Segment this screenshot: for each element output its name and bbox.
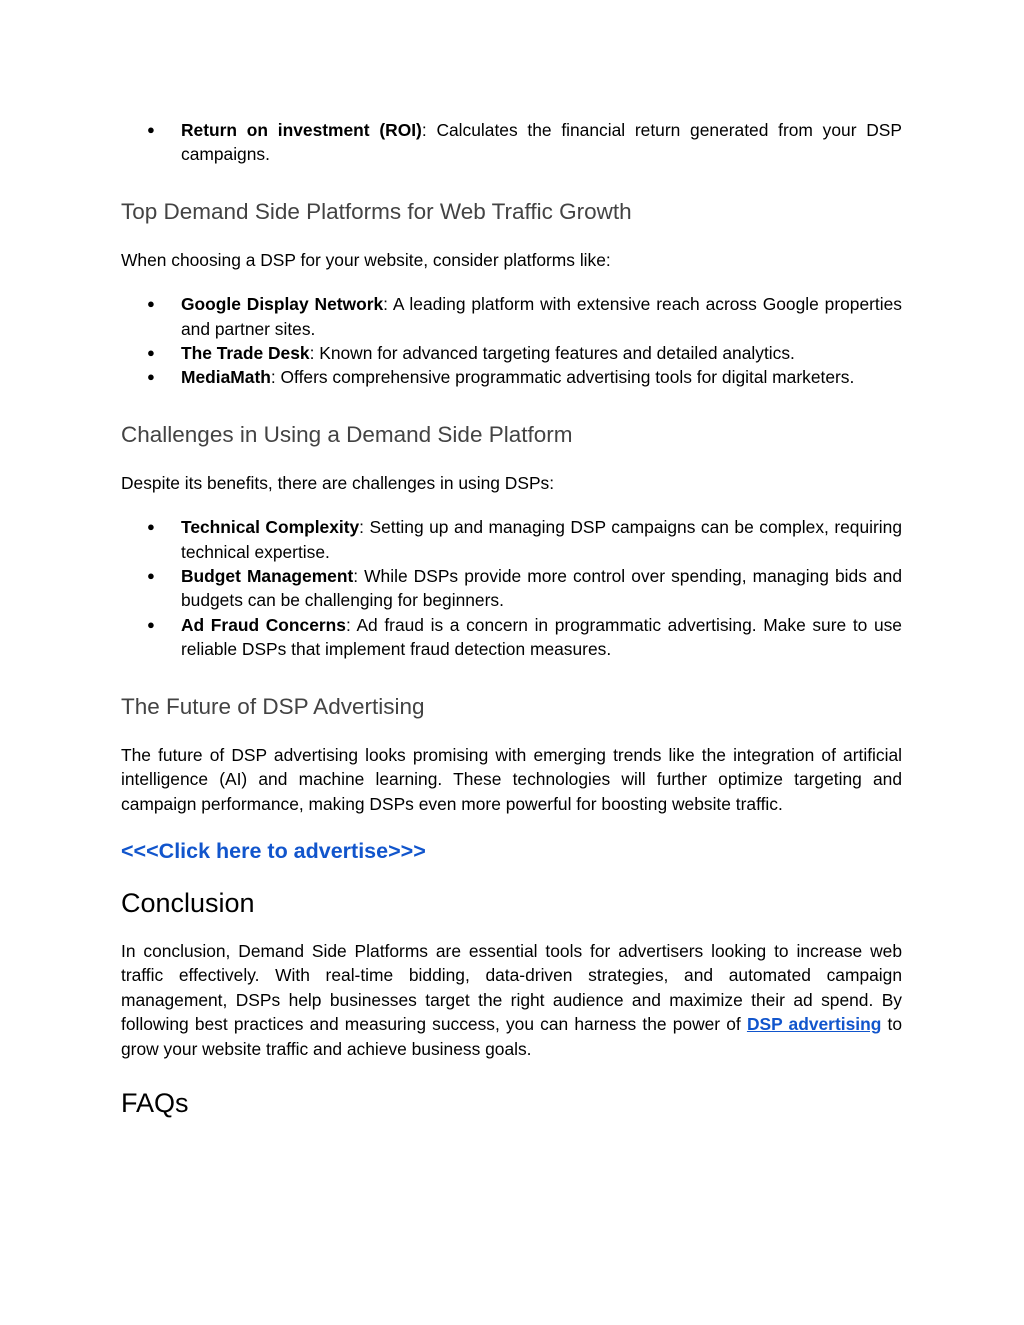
bullet-text: : Calculates the financial return generated from your DSP campaigns.	[181, 120, 902, 165]
bullet-text: : While DSPs provide more control over spending, managing bids and budgets can be challenging for beginners.	[181, 566, 902, 611]
heading-faqs: FAQs	[121, 1087, 189, 1118]
bullet-icon: ●	[147, 296, 155, 312]
paragraph-challenges-intro: Despite its benefits, there are challenges in using DSPs:	[121, 472, 555, 493]
advertise-link[interactable]: <<<Click here to advertise>>>	[121, 838, 426, 863]
heading-top-dsps: Top Demand Side Platforms for Web Traffic Growth	[121, 198, 632, 224]
bullet-term: Budget Management	[181, 566, 354, 587]
list-item	[121, 341, 902, 365]
bullet-term: Return on investment (ROI)	[181, 120, 422, 140]
bullet-icon: ●	[147, 369, 155, 385]
heading-conclusion: Conclusion	[121, 887, 255, 918]
list-item	[121, 515, 902, 564]
bullet-term: MediaMath	[181, 367, 271, 388]
bullet-icon: ●	[147, 568, 155, 584]
dsp-advertising-link[interactable]: DSP advertising	[746, 1014, 882, 1035]
challenges-list	[121, 515, 902, 661]
bullet-icon: ●	[147, 616, 155, 632]
bullet-text: : A leading platform with extensive reach across Google properties and partner sites.	[181, 294, 902, 339]
top-dsps-list	[121, 292, 902, 390]
paragraph-future: The future of DSP advertising looks promising with emerging trends like the integration of artificial intelligence (AI) and machine learning. These technologies will further optimize targeting and campaign performance, making DSPs even more powerful for boosting website traffic.	[121, 744, 902, 814]
bullet-text: : Known for advanced targeting features and detailed analytics.	[309, 343, 795, 364]
list-item	[121, 118, 902, 167]
list-item	[121, 613, 902, 662]
list-item	[121, 292, 902, 341]
bullet-term: Technical Complexity	[181, 517, 360, 538]
bullet-icon: ●	[147, 345, 155, 361]
paragraph-top-intro: When choosing a DSP for your website, consider platforms like:	[121, 249, 611, 270]
conclusion-text-before: In conclusion, Demand Side Platforms are essential tools for advertisers looking to increase web traffic effectively. With real-time bidding, data-driven strategies, and automated campaign management, DSPs help businesses target the right audience and maximize their ad spend. By following best practices and measuring success, you can harness the power of	[121, 940, 902, 1035]
list-item	[121, 365, 902, 389]
paragraph-conclusion	[121, 939, 902, 1061]
bullet-term: The Trade Desk	[181, 343, 310, 364]
document-content	[121, 118, 902, 1120]
bullet-term: Google Display Network	[181, 294, 384, 315]
bullet-term: Ad Fraud Concerns	[181, 614, 346, 635]
bullet-text: : Ad fraud is a concern in programmatic advertising. Make sure to use reliable DSPs that implement fraud detection measures.	[181, 614, 902, 660]
heading-challenges: Challenges in Using a Demand Side Platform	[121, 421, 573, 447]
bullet-text: : Setting up and managing DSP campaigns can be complex, requiring technical expertise.	[181, 517, 903, 562]
list-item	[121, 564, 902, 613]
bullet-icon: ●	[147, 519, 155, 535]
bullet-text: : Offers comprehensive programmatic advertising tools for digital marketers.	[270, 367, 855, 388]
conclusion-text-after: to grow your website traffic and achieve business goals.	[121, 1014, 902, 1059]
heading-future: The Future of DSP Advertising	[121, 693, 425, 719]
roi-list	[121, 118, 902, 167]
bullet-icon: ●	[147, 122, 155, 137]
